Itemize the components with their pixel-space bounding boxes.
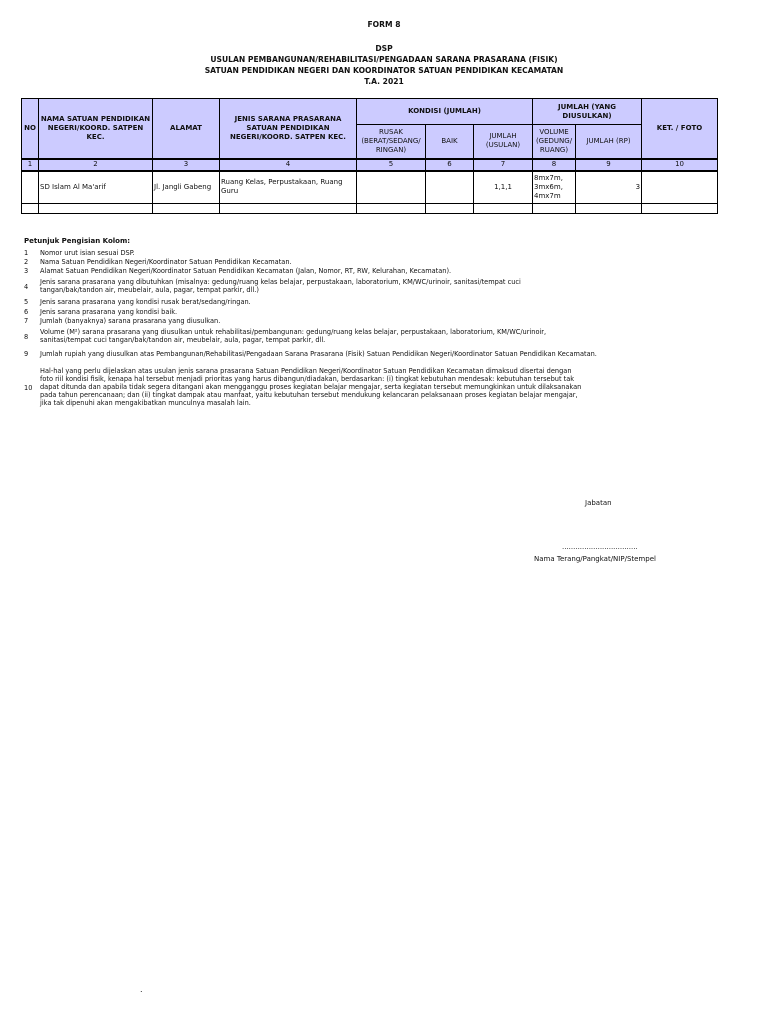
instruction-text: Jenis sarana prasarana yang kondisi rusak berat/sedang/ringan. bbox=[40, 298, 251, 306]
header-jumlah-rp: JUMLAH (RP) bbox=[576, 125, 642, 159]
header-nama: NAMA SATUAN PENDIDIKAN NEGERI/KOORD. SATPEN KEC. bbox=[39, 99, 153, 159]
cell-jumlah-usulan: 1,1,1 bbox=[474, 171, 533, 204]
signature-jabatan: Jabatan bbox=[585, 499, 612, 507]
column-number: 9 bbox=[576, 159, 642, 171]
header-ket: KET. / FOTO bbox=[642, 99, 718, 159]
form-label: FORM 8 bbox=[367, 20, 401, 29]
instruction-text: Volume (M²) sarana prasarana yang diusulkan untuk rehabilitasi/pembangunan: gedung/ruang kelas belajar, perpustakaan, laboratorium, KM/WC/urinoir, sanitasi/tempat cuci tangan/bak/tandon air, meubelair, aula, pagar, tempat parkir, dll. bbox=[40, 328, 547, 344]
column-number: 1 bbox=[22, 159, 39, 171]
instruction-number: 3 bbox=[24, 267, 29, 275]
signature-dots: .................................. bbox=[562, 543, 638, 551]
instruction-text: Jenis sarana prasarana yang dibutuhkan (misalnya: gedung/ruang kelas belajar, perpustakaan, laboratorium, KM/WC/urinoir, sanitasi/tempat cuci tangan/bak/tandon air, meubelair, aula, pagar, tempat parkir, dll.) bbox=[40, 278, 521, 294]
instruction-text: Nomor urut isian sesuai DSP. bbox=[40, 249, 135, 257]
instruction-number: 4 bbox=[24, 283, 29, 291]
column-number: 3 bbox=[153, 159, 220, 171]
cell-jenis: Ruang Kelas, Perpustakaan, Ruang Guru bbox=[220, 171, 357, 204]
dsp-table bbox=[21, 98, 718, 214]
header-no: NO bbox=[22, 99, 39, 159]
instruction-number: 6 bbox=[24, 308, 29, 316]
cell-nama: SD Islam Al Ma'arif bbox=[39, 171, 153, 204]
instruction-number: 7 bbox=[24, 317, 29, 325]
cell-rusak bbox=[357, 171, 426, 204]
instruction-text: Jumlah rupiah yang diusulkan atas Pembangunan/Rehabilitasi/Pengadaan Sarana Prasarana (Fisik) Satuan Pendidikan Negeri/Koordinator Satuan Pendidikan Kecamatan. bbox=[40, 350, 597, 358]
instruction-number: 1 bbox=[24, 249, 29, 257]
instruction-number: 5 bbox=[24, 298, 29, 306]
cell-ket bbox=[642, 171, 718, 204]
table-row-empty bbox=[22, 203, 718, 213]
header-jumlah-diusulkan: JUMLAH (YANG DIUSULKAN) bbox=[533, 99, 642, 125]
signature-name-label: Nama Terang/Pangkat/NIP/Stempel bbox=[534, 555, 656, 563]
column-number: 10 bbox=[642, 159, 718, 171]
column-number-row bbox=[22, 159, 718, 171]
instructions-title: Petunjuk Pengisian Kolom: bbox=[24, 237, 131, 245]
instruction-text: Jumlah (banyaknya) sarana prasarana yang diusulkan. bbox=[40, 317, 221, 325]
column-number: 7 bbox=[474, 159, 533, 171]
column-number: 4 bbox=[220, 159, 357, 171]
title-line-1: USULAN PEMBANGUNAN/REHABILITASI/PENGADAAN SARANA PRASARANA (FISIK) bbox=[210, 55, 558, 64]
header-rusak: RUSAK (BERAT/SEDANG/ RINGAN) bbox=[357, 125, 426, 159]
cell-baik bbox=[426, 171, 474, 204]
header-jumlah-usulan: JUMLAH (USULAN) bbox=[474, 125, 533, 159]
instruction-number: 10 bbox=[24, 384, 33, 392]
cell-no bbox=[22, 171, 39, 204]
instruction-text: Hal-hal yang perlu dijelaskan atas usulan jenis sarana prasarana Satuan Pendidikan Negeri/Koordinator Satuan Pendidikan Kecamatan dimaksud disertai dengan foto riil kondisi fisik, kenapa hal tersebut menjadi prioritas yang harus dibangun/diadakan, berdasarkan: (i) tingkat kebutuhan mendesak: kebutuhan tersebut tak dapat ditunda dan apabila tidak segera ditangani akan mengganggu proses kegiatan belajar mengajar, serta kegiatan tersebut memungkinkan untuk dilaksanakan pada tahun perencanaan; dan (ii) tingkat dampak atau manfaat, yaitu kebutuhan tersebut mendukung kelancaran pelaksanaan proses kegiatan belajar mengajar, jika tak dipenuhi akan mengakibatkan munculnya masalah lain. bbox=[40, 367, 582, 407]
instruction-number: 2 bbox=[24, 258, 29, 266]
column-number: 5 bbox=[357, 159, 426, 171]
cell-alamat: Jl. Jangli Gabeng bbox=[153, 171, 220, 204]
header-jenis: JENIS SARANA PRASARANA SATUAN PENDIDIKAN NEGERI/KOORD. SATPEN KEC. bbox=[220, 99, 357, 159]
table-row bbox=[22, 171, 718, 204]
instruction-number: 9 bbox=[24, 350, 29, 358]
column-number: 2 bbox=[39, 159, 153, 171]
title-line-3: T.A. 2021 bbox=[364, 77, 404, 86]
title-line-2: SATUAN PENDIDIKAN NEGERI DAN KOORDINATOR SATUAN PENDIDIKAN KECAMATAN bbox=[204, 66, 564, 75]
instruction-text: Alamat Satuan Pendidikan Negeri/Koordinator Satuan Pendidikan Kecamatan (Jalan, Nomor, RT, RW, Kelurahan, Kecamatan). bbox=[40, 267, 452, 275]
header-kondisi: KONDISI (JUMLAH) bbox=[357, 99, 533, 125]
instruction-text: Jenis sarana prasarana yang kondisi baik. bbox=[40, 308, 178, 316]
column-number: 6 bbox=[426, 159, 474, 171]
header-volume: VOLUME (GEDUNG/ RUANG) bbox=[533, 125, 576, 159]
dsp-label: DSP bbox=[375, 44, 393, 53]
header-alamat: ALAMAT bbox=[153, 99, 220, 159]
header-baik: BAIK bbox=[426, 125, 474, 159]
cell-volume: 8mx7m, 3mx6m, 4mx7m bbox=[533, 171, 576, 204]
cell-jumlah-rp: 3 bbox=[576, 171, 642, 204]
footer-dot: . bbox=[140, 985, 143, 994]
instruction-number: 8 bbox=[24, 333, 29, 341]
instruction-text: Nama Satuan Pendidikan Negeri/Koordinator Satuan Pendidikan Kecamatan. bbox=[40, 258, 292, 266]
column-number: 8 bbox=[533, 159, 576, 171]
